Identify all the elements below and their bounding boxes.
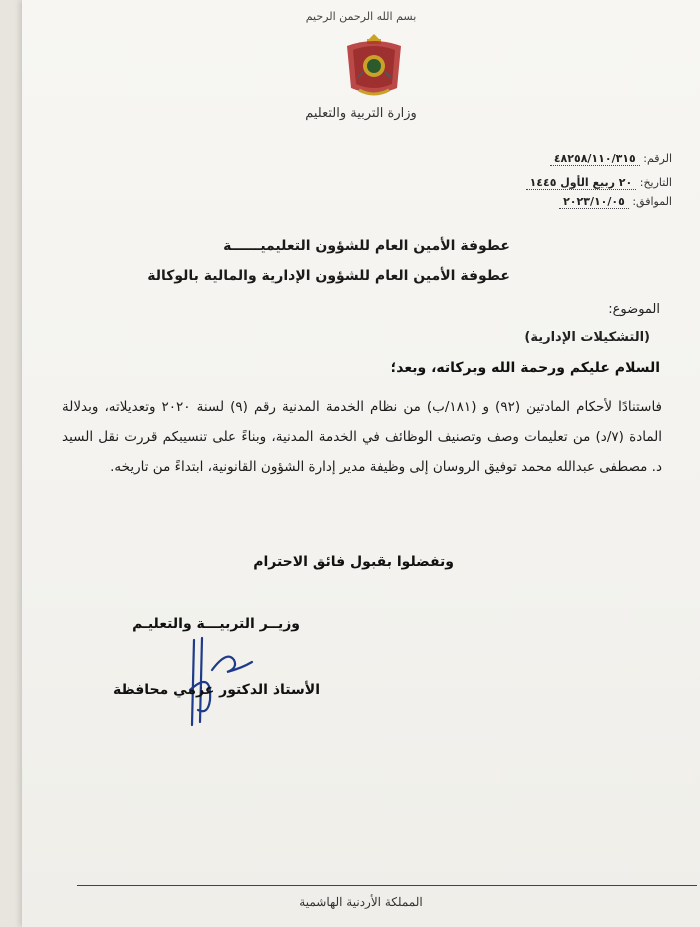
signature-icon [172, 630, 262, 730]
reference-date: التاريخ: ٢٠ ربيع الأول ١٤٤٥ [526, 176, 672, 189]
basmala: بسم الله الرحمن الرحيم [305, 10, 417, 23]
reference-corresponding-date: الموافق: ٢٠٢٣/١٠/٠٥ [559, 195, 672, 208]
signer-title: وزيــر التربيـــة والتعليـم [132, 616, 300, 632]
subject-label: الموضوع: [608, 302, 660, 317]
subject-value: (التشكيلات الإدارية) [524, 330, 650, 345]
letter-body: فاستنادًا لأحكام المادتين (٩٢) و (١٨١/ب) من نظام الخدمة المدنية رقم (٩) لسنة ٢٠٢٠ وتعديلاته، وبدلالة المادة (٧/د) من تعليمات وصف وتصنيف الوظائف في الخدمة المدنية، وبناءً على تنسيبكم قررت نقل السيد د. مصطفى عبدالله محمد توفيق الروسان إلى وظيفة مدير إدارة الشؤون القانونية، ابتداءً من تاريخه. [62, 399, 663, 475]
greeting: السلام عليكم ورحمة الله وبركاته، وبعد؛ [390, 360, 660, 376]
signer-name: الأستاذ الدكتور عزمي محافظة [112, 682, 320, 698]
footer-text: المملكة الأردنية الهاشمية [299, 895, 423, 909]
coat-of-arms-icon [337, 28, 411, 100]
addressee-1: عطوفة الأمين العام للشؤون التعليميــــــة [223, 238, 510, 254]
ministry-name: وزارة التربية والتعليم [305, 106, 417, 121]
letter-sheet [22, 0, 700, 927]
closing-line: وتفضلوا بقبول فائق الاحترام [253, 554, 454, 570]
footer-divider [77, 885, 697, 886]
reference-number: الرقم: ٤٨٢٥٨/١١٠/٣١٥ [550, 152, 672, 165]
addressee-2: عطوفة الأمين العام للشؤون الإدارية والمالية بالوكالة [147, 268, 510, 284]
